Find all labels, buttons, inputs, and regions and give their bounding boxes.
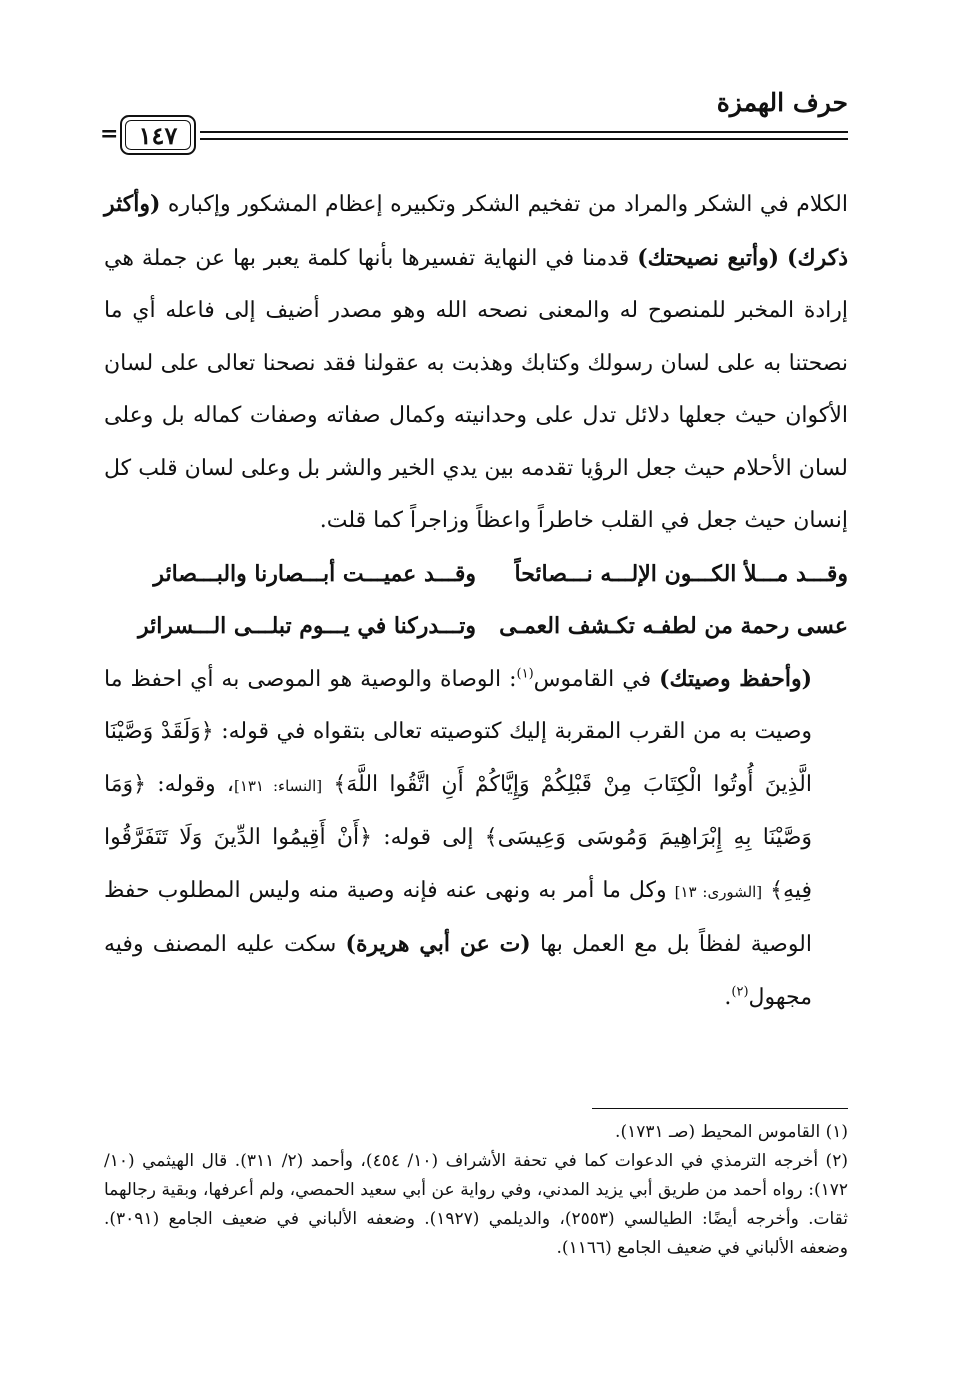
text-run: في القاموس (533, 666, 660, 692)
text-run: الكلام في الشكر والمراد من تفخيم الشكر وتكبيره إعظام المشكور وإكباره (160, 192, 848, 217)
poem (104, 548, 848, 653)
bold-phrase: (وأحفظ وصيتك) (659, 665, 812, 692)
text-run: سكت عليه المصنف وفيه مجهول (104, 932, 812, 1010)
poem-line (104, 548, 848, 601)
text-run (779, 246, 787, 271)
footnote-marker[interactable]: (٢) (731, 984, 749, 1000)
text-run: ، وقوله: ﴿وَمَا وَصَّيْنَا بِهِ إِبْرَاهِيمَ وَمُوسَى وَعِيسَى﴾ إلى قوله: ﴿أَنْ أَقِيمُوا الدِّينَ وَلَا تَتَفَرَّقُوا فِيهِ﴾ (104, 771, 813, 903)
bold-phrase: (وأكثر ذكرك) (104, 191, 848, 271)
footnote-marker[interactable]: (١) (516, 666, 534, 682)
page-number-frame (120, 115, 196, 155)
footnotes (104, 1118, 848, 1263)
page-number: ١٤٧ (138, 120, 178, 150)
text-run: وكل ما أمر به ونهى عنه فإنه وصية منه وليس المطلوب حفظ الوصية لفظاً بل مع العمل بها (104, 877, 812, 957)
quran-reference: [النساء: ١٣١] (233, 776, 323, 795)
text-run: قدمنا في النهاية تفسيرها بأنها كلمة يعبر بها عن جملة هي إرادة المخبر للمنصوح له والمعنى نصحه الله وهو مصدر أضيف إلى فاعله أي ما نصحتنا به على لسان رسولك وكتابك وهذبت به عقولنا فقد نصحنا تعالى على لسان الأكوان حيث جعلها دلائل تدل على وحدانيته وكمال صفاته وصفات كماله بل وعلى لسان الأحلام حيث جعل الرؤيا تقدمه بين يدي الخير والشر بل وعلى لسان قلب كل إنسان حيث جعل في القلب خاطراً واعظاً وزاجراً كما قلت. (104, 245, 848, 533)
bold-phrase: (وأتبع نصيحتك) (637, 244, 780, 271)
poem-hemistich-right: وقـــد مـــلأ الكـــون الإلـــه نـــصائحاً (514, 560, 848, 587)
main-text (104, 178, 848, 1024)
header-double-rule (200, 131, 848, 140)
text-run: : الوصاة والوصية هو الموصى به أي احفظ ما وصيت به من القرب المقربة إليك كتوصيته تعالى بتقواه في قوله: ﴿وَلَقَدْ وَصَّيْنَا الَّذِينَ أُوتُوا الْكِتَابَ مِنْ قَبْلِكُمْ وَإِيَّاكُمْ أَنِ اتَّقُوا اللَّهَ﴾ (104, 666, 812, 797)
footnote-1: (١) القاموس المحيط (صـ ١٧٣١). (615, 1122, 848, 1142)
quran-reference: [الشورى: ١٣] (674, 882, 763, 901)
bold-phrase: (ت عن أبي هريرة) (345, 931, 531, 957)
footnote-2: (٢) أخرجه الترمذي في الدعوات كما في تحفة الأشراف (١٠/ ٤٥٤)، وأحمد (٢/ ٣١١). قال الهيثمي (١٠/ ١٧٢): رواه أحمد من طريق أبي يزيد المدني، وفي رواية عن أبي سعيد الحمصي، ولم أعرفها، وبقية رجالهما ثقات. وأخرجه أيضًا: الطيالسي (٢٥٥٣)، والديلمي (١٩٢٧). وضعفه الألباني في ضعيف الجامع (٣٠٩١). وضعفه الألباني في ضعيف الجامع (١١٦٦). (104, 1151, 848, 1258)
paragraph-2 (104, 653, 848, 1025)
footnote-separator (592, 1108, 848, 1109)
paragraph-1 (104, 178, 848, 548)
poem-hemistich-left: وقـــد عميـــت أبـــصارنا والبـــصائر (153, 560, 476, 587)
running-header-title: حرف الهمزة (716, 88, 848, 117)
poem-hemistich-right: عسى رحمة من لطفـه تكـشف العمـى (499, 613, 848, 639)
poem-line (104, 600, 848, 653)
text-run: . (724, 984, 732, 1010)
header-left-mark: = (100, 121, 119, 147)
poem-hemistich-left: وتـــدركنا في يـــوم تبلـــى الـــسرائر (137, 613, 476, 639)
